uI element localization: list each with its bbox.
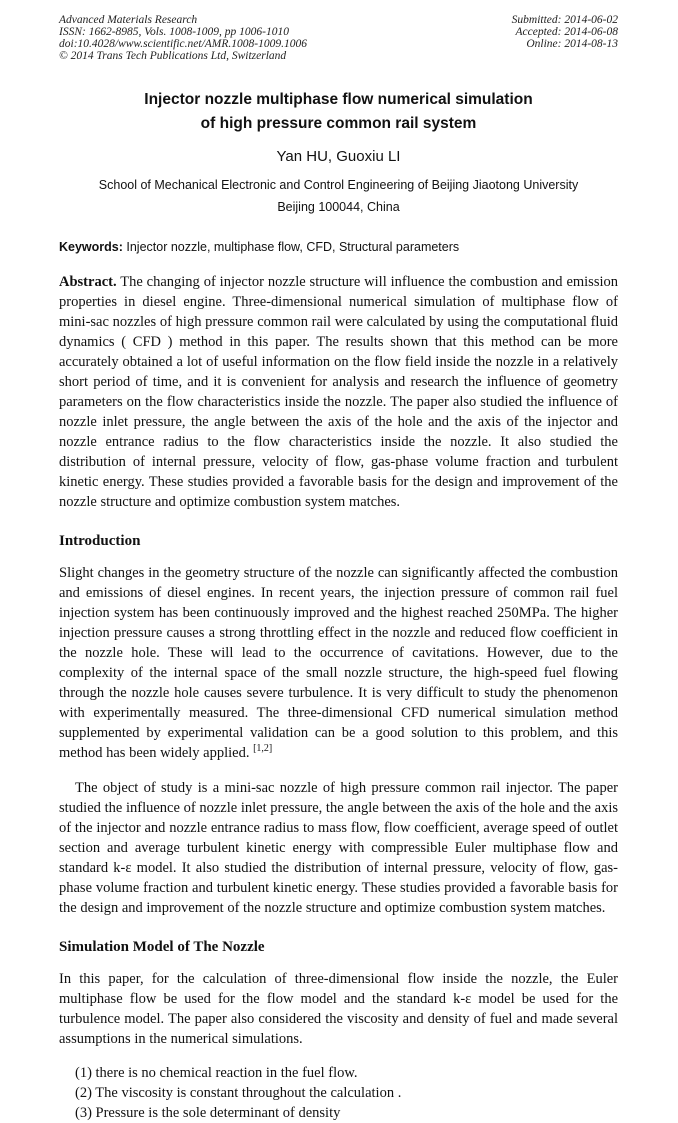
title-line-2: of high pressure common rail system [200,115,477,132]
section-heading-introduction: Introduction [59,533,141,549]
submitted-date: Submitted: 2014-06-02 [511,14,618,26]
online-date: Online: 2014-08-13 [526,38,618,50]
affiliation-line-2: Beijing 100044, China [277,200,400,214]
abstract-label: Abstract. [59,274,117,290]
keywords-text: Injector nozzle, multiphase flow, CFD, Structural parameters [122,240,460,254]
journal-info [59,14,307,62]
list-item: (1) there is no chemical reaction in the fuel flow. [75,1065,358,1081]
page-title [59,88,618,136]
introduction-paragraph-1 [59,563,618,763]
accepted-date: Accepted: 2014-06-08 [515,26,618,38]
list-item: (2) The viscosity is constant throughout the calculation . [75,1085,402,1101]
title-block [59,88,618,218]
abstract-paragraph [59,272,618,512]
journal-header [59,14,618,62]
list-item: (3) Pressure is the sole determinant of density [75,1105,341,1121]
abstract-text: The changing of injector nozzle structure will influence the combustion and emission properties in diesel engine. Three-dimensional numerical simulation of multiphase flow of mini-sac nozzles of high pressure common rail were calculated by using the computational fluid dynamics ( CFD ) method in this paper. The results shown that this method can be more accurately obtained a lot of useful information on the flow field inside the nozzle in a relatively short period of time, and it is convenient for analysis and research the influence of geometry parameters on the flow characteristics inside the nozzle. The paper also studied the influence of nozzle inlet pressure, the angle between the axis of the hole and the axis of the injector and nozzle entrance radius to the flow characteristics inside the nozzle. It also studied the distribution of internal pressure, velocity of flow, gas-phase volume fraction and turbulent kinetic energy. These studies provided a favorable basis for the design and improvement of the nozzle structure and optimize combustion system matches. [59,274,618,510]
keywords-line [59,240,618,255]
affiliation [59,174,618,218]
assumption-list [59,1063,618,1123]
journal-doi: doi:10.4028/www.scientific.net/AMR.1008-1009.1006 [59,38,307,50]
introduction-paragraph-1-text: Slight changes in the geometry structure of the nozzle can significantly affected the combustion and emissions of diesel engines. In recent years, the injection pressure of common rail fuel injection system has been continuously improved and the highest reached 250MPa. The higher injection pressure causes a strong throttling effect in the nozzle and reduced flow coefficient in the nozzle hole. These will lead to the occurrence of cavitations. However, due to the complexity of the internal space of the small nozzle structure, the high-speed fuel flowing through the nozzle hole causes severe turbulence. It is very difficult to study the phenomenon with experimentally measured. The three-dimensional CFD numerical simulation method supplemented by experimental validation can be a good solution to this problem, and this method has been widely applied. [59,565,618,761]
title-line-1: Injector nozzle multiphase flow numerical simulation [144,91,533,108]
affiliation-line-1: School of Mechanical Electronic and Control Engineering of Beijing Jiaotong University [98,178,579,192]
simulation-paragraph-1: In this paper, for the calculation of three-dimensional flow inside the nozzle, the Euler multiphase flow be used for the flow model and the standard k-ε model be used for the turbulence model. The paper also considered the viscosity and density of fuel and made several assumptions in the numerical simulations. [59,970,618,1047]
section-heading-simulation-model: Simulation Model of The Nozzle [59,938,265,955]
journal-issn: ISSN: 1662-8985, Vols. 1008-1009, pp 1006-1010 [59,26,289,38]
submission-dates [512,14,618,62]
reference-citation: [1,2] [253,743,273,755]
journal-copyright: © 2014 Trans Tech Publications Ltd, Switzerland [59,50,287,62]
keywords-label: Keywords: [59,240,123,254]
authors: Yan HU, Guoxiu LI [276,148,401,165]
introduction-paragraph-2: The object of study is a mini-sac nozzle of high pressure common rail injector. The paper studied the influence of nozzle inlet pressure, the angle between the axis of the hole and the axis of the injector and nozzle entrance radius to mass flow, flow coefficient, average speed of outlet section and average turbulent kinetic energy with compressible Euler multiphase flow and standard k-ε model. It also studied the distribution of internal pressure, velocity of flow, gas-phase volume fraction and turbulent kinetic energy. These studies provided a favorable basis for the design and improvement of the nozzle structure and optimize combustion system matches. [59,779,618,916]
journal-name: Advanced Materials Research [59,14,198,26]
